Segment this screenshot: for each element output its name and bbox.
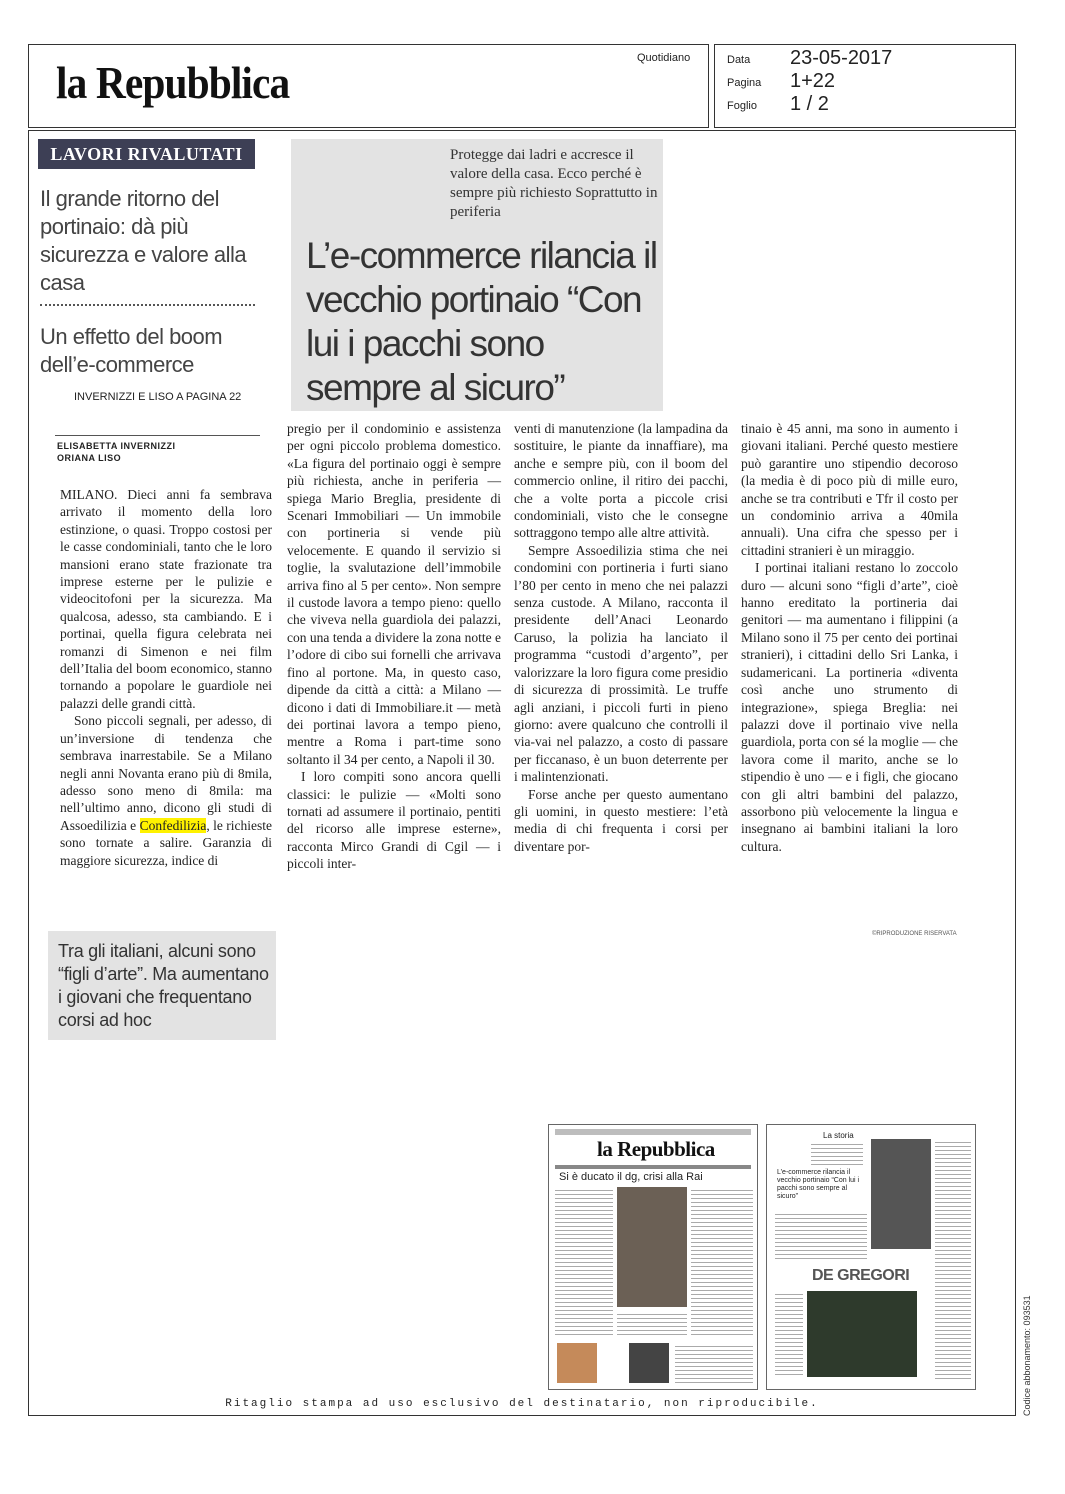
- paragraph: Forse anche per questo aumentano gli uomini, in questo mestiere: l’età media di chi frequenta i corsi per diventare por-: [514, 786, 728, 854]
- thumb-text-column: [691, 1187, 753, 1337]
- masthead-logo: la Repubblica: [56, 57, 290, 108]
- front-page-thumbnail: [548, 1124, 758, 1390]
- subscription-code: Codice abbonamento: 093531: [1022, 1295, 1032, 1416]
- pull-quote: Tra gli italiani, alcuni sono “figli d’arte”. Ma aumentano i giovani che frequentano corsi ad hoc: [58, 941, 269, 1030]
- byline: [57, 440, 176, 464]
- thumb-strip: [555, 1129, 751, 1135]
- meta-page-value: 1+22: [790, 70, 836, 92]
- thumb-headline: L’e-commerce rilancia il vecchio portinaio “Con lui i pacchi sono sempre al sicuro”: [777, 1169, 860, 1200]
- publication-type: Quotidiano: [637, 52, 691, 64]
- paragraph: [60, 712, 272, 869]
- article-column-3: [514, 420, 728, 855]
- thumb-photo: [871, 1139, 931, 1249]
- paragraph: tinaio è 45 anni, ma sono in aumento i giovani italiani. Perché questo mestiere può garantire uno stipendio decoroso (la media è di poco più di mille euro, anche se tra contributi e Tfr il costo per un condominio arriva a 40mila annuali). Una cifra che spesso per i cittadini stranieri è un miraggio.: [741, 421, 958, 558]
- thumb-section-label: La storia: [823, 1131, 854, 1140]
- thumb-photo: [629, 1343, 669, 1383]
- meta-sheet-label: Foglio: [727, 100, 757, 112]
- highlighted-term: Confedilizia: [139, 817, 207, 833]
- dotted-divider: [40, 304, 255, 306]
- paragraph: I portinai italiani restano lo zoccolo duro — alcuni sono “figli d’arte”, cioè hanno ereditato la portineria dai genitori — ma aumentano i filippini (a Milano sono il 75 per cento dei portinai stranieri), i cittadini dello Sri Lanka, i sudamericani. La portineria «diventa così anche uno strumento di integrazione», spiega Breglia: nei palazzi dove il portinaio vive nella guardiola, porta con sé la moglie — che lavora come il marito, anche se lo stipendio è uno — e i figli, che giocano con gli altri bambini del palazzo, assorbono più velocemente la lingua e insegnano ai bambini italiani la loro cultura.: [741, 560, 958, 854]
- paragraph: venti di manutenzione (la lampadina da sostituire, le piante da innaffiare), ma anche e sempre più, con il boom del commercio online, il ritiro dei pacchi, che a volte porta a piccole crisi condominiali, visto che le consegne sottraggono tempo alle altre attività.: [514, 421, 728, 541]
- teaser-title: Il grande ritorno del portinaio: dà più sicurezza e valore alla casa: [40, 186, 247, 295]
- inner-page-thumbnail: [766, 1124, 976, 1390]
- byline-rule: [55, 435, 260, 436]
- thumb-photo: [557, 1343, 597, 1383]
- thumb-headline: Si è ducato il dg, crisi alla Rai: [559, 1171, 703, 1183]
- teaser-subtitle: Un effetto del boom dell’e-commerce: [40, 324, 223, 377]
- text-run: Sono piccoli segnali, per adesso, di un’inversione di tendenza che sembrava inarrestabile. Se a Milano negli anni Novanta erano più di 8mila, adesso sono meno di 8mila: ma nell’ultimo anno, dicono gli studi di Assoedilizia e: [60, 713, 272, 833]
- article-column-1: [60, 486, 272, 869]
- meta-date-label: Data: [727, 54, 751, 66]
- thumb-text-column: [675, 1343, 753, 1383]
- thumb-photo: [807, 1291, 917, 1377]
- thumb-text-column: [555, 1187, 613, 1337]
- text-run: , le richieste sono tornate a salire. Garanzia di maggiore sicurezza, indice di: [60, 817, 272, 868]
- thumb-masthead: la Repubblica: [597, 1137, 715, 1161]
- reproduction-notice: Ritaglio stampa ad uso esclusivo del destinatario, non riproducibile.: [225, 1398, 819, 1410]
- thumb-rule: [555, 1165, 751, 1169]
- copyright-note: ©RIPRODUZIONE RISERVATA: [872, 931, 957, 937]
- meta-sheet-value: 1 / 2: [790, 93, 829, 115]
- meta-page-label: Pagina: [727, 77, 762, 89]
- article-column-2: [287, 420, 501, 873]
- author-2: ORIANA LISO: [57, 453, 122, 463]
- thumb-text-column: [935, 1139, 971, 1379]
- paragraph: I loro compiti sono ancora quelli classici: le pulizie — «Molti sono tornati ad assumere il portinaio, pentiti del ricorso alle imprese esterne», racconta Mirco Grandi di Cgil — i piccoli inter-: [287, 769, 501, 872]
- paragraph: MILANO. Dieci anni fa sembrava arrivato il momento della loro estinzione, o quasi. Troppo costosi per le casse condominiali, tanto che le loro mansioni erano state frazionate tra imprese esterne per le pulizie e videocitofoni per la sicurezza. Ma qualcosa, adesso, sta cambiando. E i portinai, quella figura celebrata nei romanzi di Simenon e nei film dell’Italia del boom economico, stanno tornando a popolare le guardiole nei palazzi delle grandi città.: [60, 487, 272, 711]
- article-headline: L’e-commerce rilancia il vecchio portinaio “Con lui i pacchi sono sempre al sicuro”: [306, 235, 657, 408]
- thumb-text-column: [775, 1291, 803, 1377]
- thumb-feature-title: DE GREGORI: [812, 1267, 910, 1284]
- section-kicker: LAVORI RIVALUTATI: [38, 139, 255, 169]
- thumb-text-column: [775, 1211, 867, 1261]
- author-1: ELISABETTA INVERNIZZI: [57, 441, 176, 451]
- thumb-photo: [617, 1187, 687, 1307]
- article-column-4: [741, 420, 958, 855]
- thumb-text-column: [617, 1311, 687, 1337]
- thumb-text-column: [811, 1141, 863, 1165]
- article-subhead: Protegge dai ladri e accresce il valore della casa. Ecco perché è sempre più richiesto Soprattutto in periferia: [450, 147, 658, 220]
- page-reference: INVERNIZZI E LISO A PAGINA 22: [74, 391, 242, 403]
- paragraph: Sempre Assoedilizia stima che nei condomini con portineria i furti siano l’80 per cento in meno che nei palazzi senza custode. A Milano, racconta il presidente dell’Anaci Leonardo Caruso, la polizia ha lanciato il programma “custodi d’argento”, per valorizzare la loro figura come presidio di sicurezza di prossimità. Le truffe agli anziani, i piccoli furti in pieno giorno: avere qualcuno che controlli il via-vai nel palazzo, a costo di passare per ficcanaso, è un buon deterrente per i malintenzionati.: [514, 542, 728, 785]
- paragraph: pregio per il condominio e assistenza per ogni piccolo problema domestico. «La figura del portinaio oggi è sempre più richiesta, anche in periferia — spiega Mario Breglia, presidente di Scenari Immobiliari — Un immobile con portineria si vende più velocemente. E quando il servizio si toglie, la svalutazione dell’immobile arriva fino al 5 per cento». Non sempre il custode lavora a tempo pieno: quello che viveva nella guardiola dei palazzi, con una tenda a dividere la zona notte e l’odore di cibo sui fornelli che arrivava fino al portone. Ma, in questo caso, dipende da città a città: a Milano — dicono i dati di Immobiliare.it — metà dei portinai lavora a tempo pieno, mentre a Roma i part-time sono soltanto il 34 per cento, a Napoli il 30.: [287, 421, 501, 767]
- meta-date-value: 23-05-2017: [790, 47, 893, 69]
